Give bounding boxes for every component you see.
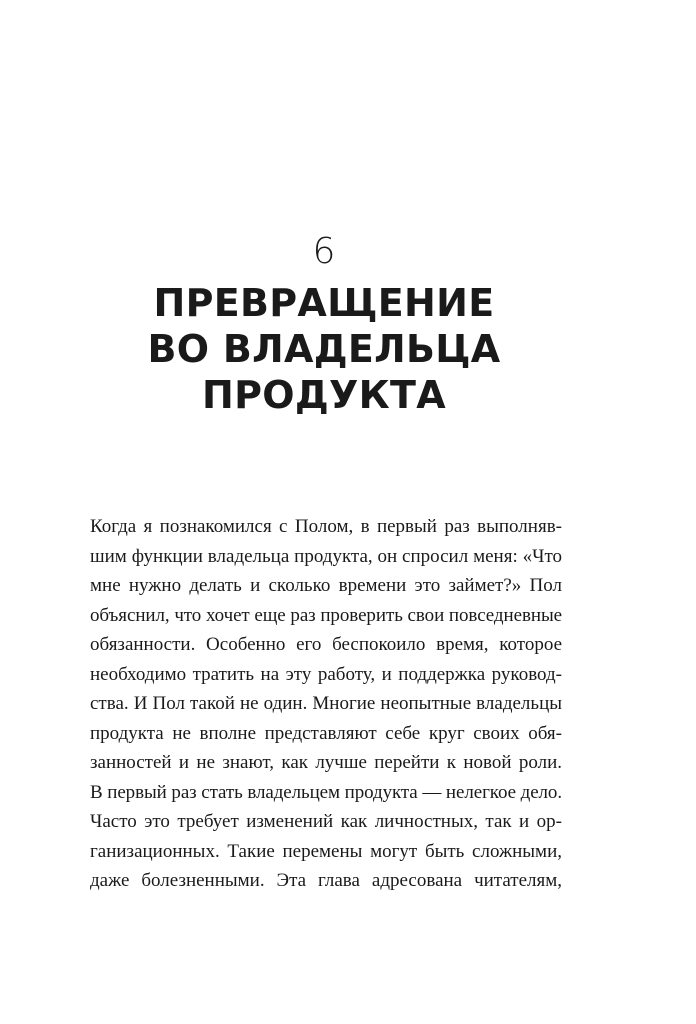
text-line: Когда я познакомился с Полом, в первый раз выполняв- [90, 516, 562, 537]
chapter-title-line: ВО ВЛАДЕЛЬЦА [147, 327, 501, 371]
text-line: ганизационных. Такие перемены могут быть сложными, [90, 840, 562, 862]
body-paragraph [90, 512, 562, 896]
text-line: даже болезненными. Эта глава адресована читателям, [90, 870, 562, 891]
chapter-number: 6 [312, 231, 336, 272]
chapter-title-line: ПРОДУКТА [202, 373, 446, 417]
text-line: Часто это требует изменений как личностных, так и ор- [90, 811, 562, 832]
text-line: обязанности. Особенно его беспокоило время, которое [90, 634, 562, 655]
text-line: необходимо тратить на эту работу, и поддержка руковод- [90, 663, 562, 685]
text-line: занностей и не знают, как лучше перейти к новой роли. [90, 752, 562, 773]
chapter-title-line: ПРЕВРАЩЕНИЕ [153, 281, 495, 325]
text-line: продукта не вполне представляют себе круг своих обя- [90, 722, 562, 744]
chapter-title [0, 280, 648, 418]
text-line: ства. И Пол такой не один. Многие неопытные владельцы [90, 693, 562, 714]
text-line: объяснил, что хочет еще раз проверить свои повседневные [90, 604, 562, 626]
text-line: шим функции владельца продукта, он спросил меня: «Что [90, 545, 562, 567]
text-line: В первый раз стать владельцем продукта — нелегкое дело. [90, 781, 562, 803]
text-line: мне нужно делать и сколько времени это займет?» Пол [90, 575, 562, 596]
